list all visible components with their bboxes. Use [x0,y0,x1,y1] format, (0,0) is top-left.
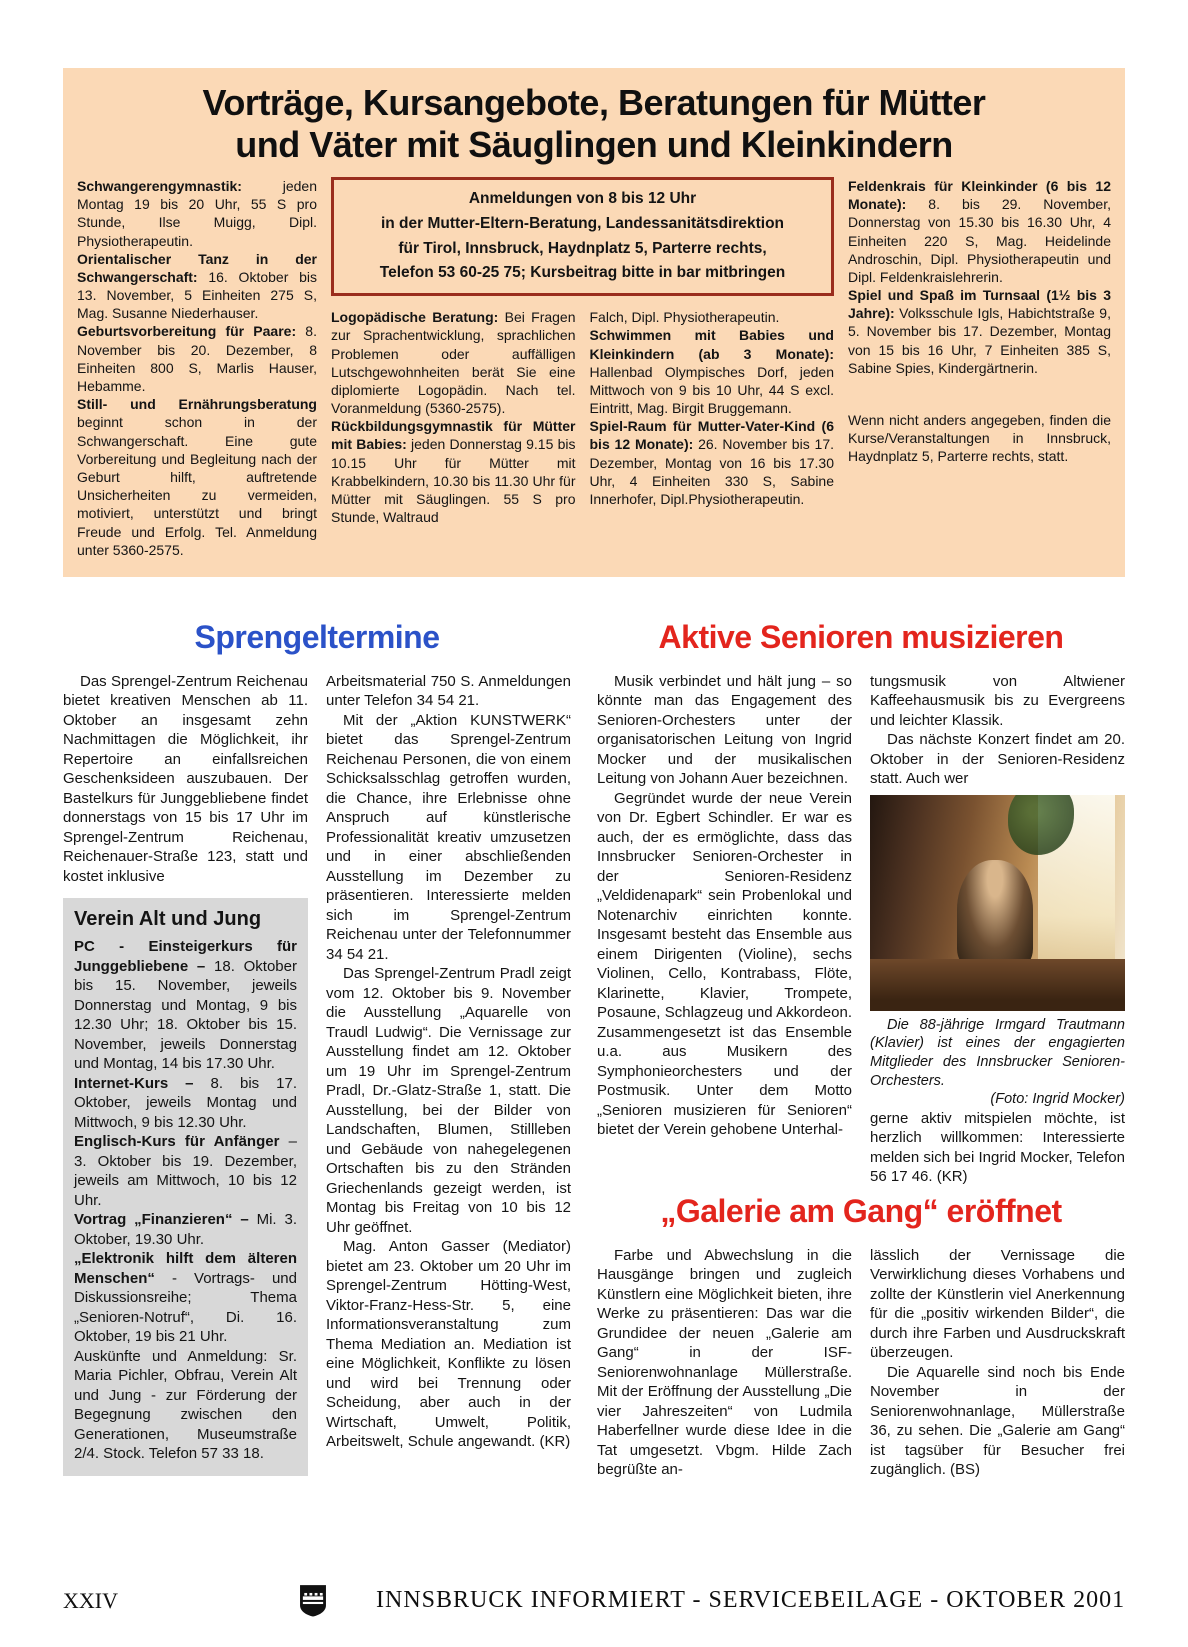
paragraph-lead: Schwangerengymnastik: [77,177,242,194]
paragraph: Feldenkrais für Kleinkinder (6 bis 12 Monate): 8. bis 29. November, Donnerstag von 15.30 bis 16.30 Uhr, 4 Einheiten 220 S, Mag. Heidelinde Androschin, Dipl. Physiotherapeutin und Dipl. Feldenkraislehrerin. [848,177,1111,285]
sprengeltermine-article [63,613,571,1480]
paragraph: Spiel-Raum für Mutter-Vater-Kind (6 bis 12 Monate): 26. November bis 17. Dezember, Montag von 16 bis 17.30 Uhr, 4 Einheiten 330 S, Sabine Innerhofer, Dipl.Physiotherapeutin. [589,418,834,507]
sprengeltermine-intro [63,672,308,887]
registration-info-box [331,177,834,296]
top-column-4 [848,177,1111,559]
photo-pianist-figure [957,860,1034,968]
photo-caption [870,1016,1125,1109]
paragraph: Schwangerengymnastik: jeden Montag 19 bis 20 Uhr, 55 S pro Stunde, Ilse Muigg, Dipl. Physiotherapeutin. [77,177,317,249]
top-title-line-2: und Väter mit Säuglingen und Kleinkindern [235,124,953,166]
paragraph: Die Aquarelle sind noch bis Ende November in der Seniorenwohnanlage, Müllerstraße 36, zu sehen. Die „Galerie am Gang“ ist tagsüber für Besucher frei zugänglich. (BS) [870,1363,1125,1479]
galerie-title: „Galerie am Gang“ eröffnet [660,1192,1062,1229]
galerie-article [597,1193,1125,1480]
senioren-col2 [870,672,1125,1187]
paragraph: gerne aktiv mitspielen möchte, ist herzlich willkommen: Interessierte melden sich bei Ingrid Mocker, Telefon 56 17 46. (KR) [870,1109,1125,1186]
galerie-col2 [870,1246,1125,1480]
paragraph-lead: Vortrag „Finanzieren“ – [74,1211,249,1229]
paragraph: Musik verbindet und hält jung – so könnte man das Engagement des Senioren-Orchesters unter der organisatorischen Leitung von Ingrid Mocker und der musikalischen Leitung von Johann Auer bezeichnen. [597,672,852,788]
paragraph: Auskünfte und Anmeldung: Sr. Maria Pichler, Obfrau, Verein Alt und Jung - zur Förderung der Begegnung zwischen den Generationen, Museumstraße 2/4. Stock. Telefon 57 33 18. [74,1347,297,1463]
paragraph-lead: PC - Einsteigerkurs für Junggebliebene – [74,938,297,975]
top-column-2 [331,308,576,526]
paragraph: Logopädische Beratung: Bei Fragen zur Sprachentwicklung, sprachlichen Problemen oder auffälligen Lutschgewohnheiten berät Sie eine diplomierte Logopädin. Nach tel. Voranmeldung (5360-2575). [331,309,576,417]
senioren-title: Aktive Senioren musizieren [658,618,1064,655]
top-article-columns [77,177,1111,559]
paragraph-lead: Spiel-Raum für Mutter-Vater-Kind (6 bis 12 Monate): [589,418,834,453]
middle-section [63,613,1125,1480]
paragraph: Rückbildungsgymnastik für Mütter mit Babies: jeden Donnerstag 9.15 bis 10.15 Uhr für Mütter mit Krabbelkindern, 10.30 bis 11.30 Uhr für Mütter mit Säuglingen. 55 S pro Stunde, Waltraud [331,418,576,526]
top-title-line-1: Vorträge, Kursangebote, Beratungen für Mütter [202,82,986,123]
photo-piano [870,959,1125,1011]
paragraph: tungsmusik von Altwiener Kaffeehausmusik bis zu Evergreens und leichter Klassik. [870,672,1125,729]
verein-box-paragraphs [74,937,297,1464]
paragraph: Mit der „Aktion KUNSTWERK“ bietet das Sprengel-Zentrum Reichenau Personen, die von einem Schicksalsschlag getroffen wurden, die Chance, ihre Erlebnisse ohne Anspruch auf künstlerische Professionalität kreativ umzusetzen und in einer abschließenden Ausstellung im Dezember zu präsentieren. Interessierte melden sich im Sprengel-Zentrum Reichenau unter der Telefonnummer 34 54 21. [326,711,571,963]
paragraph: Englisch-Kurs für Anfänger – 3. Oktober bis 19. Dezember, jeweils am Mittwoch, 10 bis 12 Uhr. [74,1133,297,1209]
paragraph: Das Sprengel-Zentrum Reichenau bietet kreativen Menschen ab 11. Oktober an insgesamt zehn Nachmittagen die Möglichkeit, ihr Repertoire an einfallsreichen Geschenksideen auszubauen. Der Bastelkurs für Junggebliebene findet donnerstags von 15 bis 17 Uhr im Sprengel-Zentrum Reichenau, Reichenauer-Straße 123, statt und kostet inklusive [63,672,308,885]
paragraph-lead: Still- und Ernährungsberatung [77,396,317,413]
paragraph: Internet-Kurs – 8. bis 17. Oktober, jeweils Montag und Mittwoch, 9 bis 12.30 Uhr. [74,1074,298,1131]
right-articles [597,613,1125,1480]
photo-irmgard-trautmann-piano [870,795,1125,1011]
paragraph: Arbeitsmaterial 750 S. Anmeldungen unter Telefon 34 54 21. [326,672,571,710]
paragraph: Das nächste Konzert findet am 20. Oktober in der Senioren-Residenz statt. Auch wer [870,731,1125,788]
top-column-1 [77,177,317,559]
paragraph-lead: Rückbildungsgymnastik für Mütter mit Babies: [331,418,576,453]
senioren-col2-bottom [870,1109,1125,1187]
paragraph-lead: Schwimmen mit Babies und Kleinkindern (ab 3 Monate): [589,327,834,362]
paragraph: lässlich der Vernissage die Verwirklichung dieses Vorhabens und zollte der Künstlerin viel Anerkennung für die „positiv wirkenden Bilder“, die durch ihre Farben und Ausdruckskraft überzeugen. [870,1246,1125,1362]
top-column-3 [590,308,835,526]
paragraph: Vortrag „Finanzieren“ – Mi. 3. Oktober, 19.30 Uhr. [74,1211,297,1248]
top-column-middle [331,177,834,559]
paragraph-lead: Internet-Kurs – [74,1074,194,1092]
senioren-columns [597,672,1125,1187]
paragraph-lead: Orientalischer Tanz in der Schwangerschaft: [77,250,317,285]
paragraph-lead: Spiel und Spaß im Turnsaal (1½ bis 3 Jahre): [848,287,1111,322]
paragraph: Schwimmen mit Babies und Kleinkindern (ab 3 Monate): Hallenbad Olympisches Dorf, jeden Mittwoch von 9 bis 10 Uhr, 44 S excl. Eintritt, Mag. Birgit Bruggemann. [589,327,834,417]
paragraph: Spiel und Spaß im Turnsaal (1½ bis 3 Jahre): Volksschule Igls, Habichtstraße 9, 5. November bis 17. Dezember, Montag von 15 bis 16 Uhr, 7 Einheiten 385 S, Sabine Spies, Kindergärtnerin. [848,287,1111,376]
paragraph: Farbe und Abwechslung in die Hausgänge bringen und zugleich Künstlern eine Möglichkeit bieten, ihre Werke zu präsentieren: Das war die Grundidee der neuen „Galerie am Gang“ in der ISF-Seniorenwohnanlage Müllerstraße. Mit der Eröffnung der Ausstellung „Die vier Jahreszeiten“ von Ludmila Haberfellner wurde diese Idee in die Tat umgesetzt. Vbgm. Hilde Zach begrüßte an- [597,1246,852,1479]
verein-alt-und-jung-box [63,898,308,1476]
paragraph: Mag. Anton Gasser (Mediator) bietet am 23. Oktober um 20 Uhr im Sprengel-Zentrum Hötting-West, Viktor-Franz-Hess-Str. 5, eine Informationsveranstaltung zum Thema Mediation an. Mediation ist eine Möglichkeit, Konflikte zu lösen und wird bei Trennung oder Scheidung, aber auch in der Wirtschaft, Umwelt, Politik, Arbeitswelt, Schule angewandt. (KR) [326,1238,571,1451]
page-number: XXIV [63,1587,118,1613]
paragraph: Gegründet wurde der neue Verein von Dr. Egbert Schindler. Er war es auch, der es ermöglichte, dass das Innsbrucker Senioren-Orchester in der Senioren-Residenz „Veldidenapark“ sein Probenlokal und Notenarchiv einrichten konnte. Insgesamt besteht das Ensemble aus einem Dirigenten (Violine), sechs Violinen, Cello, Kontrabass, Flöte, Klarinette, Klavier, Trompete, Posaune, Schlagzeug und Akkordeon. Zusammengesetzt ist das Ensemble u.a. aus Musikern des Symphonieorchesters und der Postmusik. Unter dem Motto „Senioren musizieren für Senioren“ bietet der Verein gehobene Unterhal- [597,789,852,1139]
paragraph: Falch, Dipl. Physiotherapeutin. [589,309,780,326]
sprengeltermine-col2 [326,672,571,1476]
paragraph: Wenn nicht anders angegeben, finden die Kurse/Veranstaltungen in Innsbruck, Haydnplatz 5, Parterre rechts, statt. [848,412,1111,465]
paragraph: „Elektronik hilft dem älteren Menschen“ - Vortrags- und Diskussionsreihe; Thema „Senioren-Notruf“, Di. 16. Oktober, 19 bis 21 Uhr. [74,1250,297,1346]
innsbruck-coat-of-arms-logo [298,1584,328,1617]
location-note [848,411,1111,466]
top-article-title [77,82,1111,167]
paragraph: Telefon 53 60-25 75; Kursbeitrag bitte in bar mitbringen [379,264,786,282]
paragraph: PC - Einsteigerkurs für Junggebliebene – 18. Oktober bis 15. November, jeweils Donnerstag und Montag, 9 bis 12.30 Uhr; 18. Oktober bis 15. November, jeweils Donnerstag und Montag, 14 bis 17.30 Uhr. [74,938,297,1073]
verein-box-title: Verein Alt und Jung [74,908,262,931]
paragraph: Geburtsvorbereitung für Paare: 8. November bis 20. Dezember, 8 Einheiten 800 S, Marlis Hauser, Hebamme. [77,323,317,394]
photo-caption-text: Die 88-jährige Irmgard Trautmann (Klavier) ist eines der engagierten Mitglieder des Innsbrucker Senioren-Orchesters. [870,1016,1125,1089]
sprengeltermine-title: Sprengeltermine [194,618,440,655]
top-middle-columns [331,308,834,526]
paragraph-lead: „Elektronik hilft dem älteren Menschen“ [74,1250,297,1287]
page-footer [63,1584,1125,1617]
sprengeltermine-col1 [63,672,308,1476]
senioren-col2-top [870,672,1125,789]
paragraph-lead: Feldenkrais für Kleinkinder (6 bis 12 Monate): [848,177,1111,213]
paragraph-lead: Englisch-Kurs für Anfänger [74,1133,280,1151]
paragraph-lead: Geburtsvorbereitung für Paare: [77,323,297,340]
paragraph: für Tirol, Innsbruck, Haydnplatz 5, Parterre rechts, [398,239,767,257]
senioren-article [597,619,1125,1187]
sprengeltermine-columns [63,672,571,1476]
galerie-columns [597,1246,1125,1480]
paragraph: Orientalischer Tanz in der Schwangerschaft: 16. Oktober bis 13. November, 5 Einheiten 275 S, Mag. Susanne Niederhauser. [77,250,317,322]
paragraph-lead: Logopädische Beratung: [331,309,499,326]
paragraph: in der Mutter-Eltern-Beratung, Landessanitätsdirektion [380,214,785,232]
paragraph: Das Sprengel-Zentrum Pradl zeigt vom 12. Oktober bis 9. November die Ausstellung „Aquarelle von Traudl Ludwig“. Die Vernissage zur Ausstellung findet am 12. Oktober um 19 Uhr im Sprengel-Zentrum Pradl, Dr.-Glatz-Straße 1, statt. Die Ausstellung, bei der Bilder von Landschaften, Blumen, Stillleben und Gebäude von nahegelegenen Ortschaften bis zu den Stränden Griechenlands gezeigt werden, ist Montag bis Freitag von 10 bis 12 Uhr geöffnet. [326,965,571,1236]
photo-credit: (Foto: Ingrid Mocker) [990,1091,1125,1108]
galerie-col1 [597,1246,852,1480]
footer-text: INNSBRUCK INFORMIERT - SERVICEBEILAGE - OKTOBER 2001 [376,1587,1126,1613]
paragraph: Still- und Ernährungsberatung beginnt schon in der Schwangerschaft. Eine gute Vorbereitung und Begleitung nach der Geburt hilft, auftretende Unsicherheiten zu vermeiden, motiviert, unterstützt und bringt Freude und Erfolg. Tel. Anmeldung unter 5360-2575. [77,396,317,558]
senioren-col1 [597,672,852,1187]
top-column-4-paragraphs [848,177,1111,377]
top-article [63,68,1125,577]
paragraph: Anmeldungen von 8 bis 12 Uhr [468,189,697,207]
